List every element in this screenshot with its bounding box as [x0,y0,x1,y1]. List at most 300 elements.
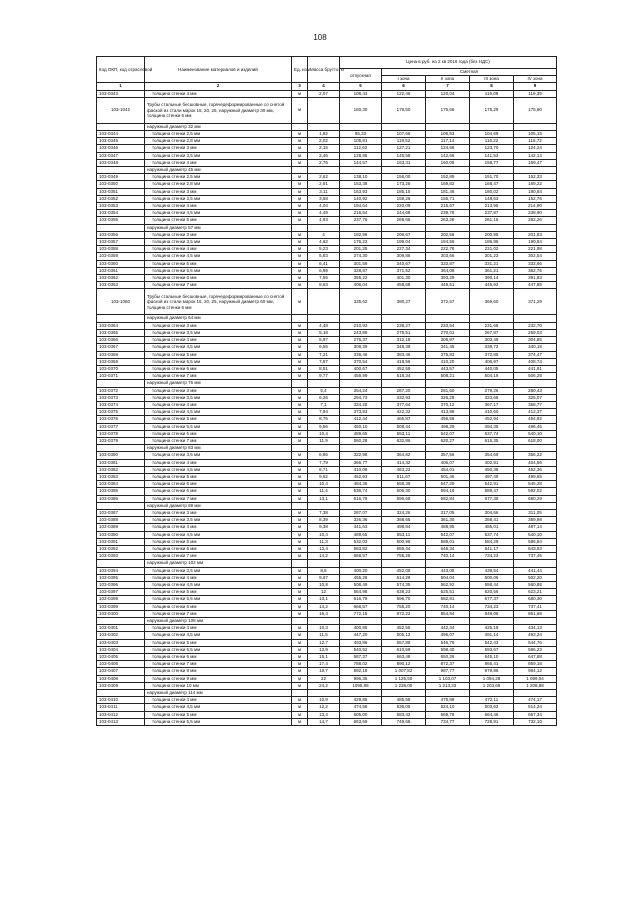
zone-3-price-cell: 645,10 [470,654,514,661]
table-row [97,401,557,408]
zone-4-price-cell: 119,39 [514,90,557,97]
zone-1-price-cell: 377,64 [382,401,426,408]
release-price-cell [340,167,382,174]
zone-4-price-cell: 325,07 [514,394,557,401]
zone-4-price-cell: 105,15 [514,131,557,138]
mass-cell: 12 [308,589,340,596]
mass-cell: 2,46 [308,152,340,159]
zone-4-price-cell: 643,93 [514,545,557,552]
zone-2-price-cell [426,224,470,231]
zone-3-price-cell: 503,62 [470,704,514,711]
zone-4-price-cell: 447,85 [514,282,557,289]
zone-2-price-cell: 620,27 [426,437,470,444]
table-row [97,718,557,725]
zone-3-price-cell: 372,85 [470,351,514,358]
release-price-cell: 308,39 [340,344,382,351]
unit-cell: м [292,322,308,329]
zone-2-price-cell: 443,08 [426,567,470,574]
zone-2-price-cell: 341,45 [426,344,470,351]
unit-cell: м [292,632,308,639]
table-row [97,267,557,274]
header-name: Наименование материалов и изделий [145,57,292,83]
unit-cell: м [292,344,308,351]
release-price-cell: 406,04 [340,282,382,289]
zone-1-price-cell: 632,86 [382,437,426,444]
unit-cell: м [292,188,308,195]
zone-3-price-cell: 361,21 [470,267,514,274]
release-price-cell: 201,25 [340,246,382,253]
unit-cell: м [292,473,308,480]
zone-3-price-cell: 304,66 [470,509,514,516]
zone-1-price-cell: 340,67 [382,260,426,267]
zone-4-price-cell: 454,92 [514,416,557,423]
okp-code-cell: 103-0389 [97,524,145,531]
zone-2-price-cell: 1 213,33 [426,682,470,689]
table-row [97,97,557,123]
table-row [97,210,557,217]
unit-cell: м [292,452,308,459]
okp-code-cell: 103-0399 [97,603,145,610]
zone-1-price-cell: 145,58 [382,152,426,159]
unit-cell: м [292,373,308,380]
zone-2-price-cell: 443,57 [426,365,470,372]
zone-3-price-cell [470,380,514,387]
column-number: 2 [145,83,292,90]
unit-cell [292,380,308,387]
mass-cell: 14,2 [308,603,340,610]
zone-4-price-cell: 737,41 [514,603,557,610]
material-name-cell: толщина стенки 4 мм [145,697,292,704]
zone-4-price-cell: 404,56 [514,459,557,466]
zone-1-price-cell: 890,12 [382,661,426,668]
zone-1-price-cell: 514,28 [382,574,426,581]
zone-1-price-cell: 159,26 [382,195,426,202]
zone-3-price-cell: 231,68 [470,322,514,329]
zone-2-price-cell: 263,28 [426,217,470,224]
unit-cell: м [292,675,308,682]
zone-1-price-cell [382,224,426,231]
zone-1-price-cell [382,445,426,452]
zone-2-price-cell: 120,04 [426,90,470,97]
zone-4-price-cell: 356,22 [514,452,557,459]
material-name-cell: толщина стенки 5 мм [145,473,292,480]
zone-4-price-cell: 984,12 [514,668,557,675]
zone-4-price-cell [514,123,557,130]
table-row [97,90,557,97]
mass-cell: 6,86 [308,452,340,459]
table-row [97,610,557,617]
zone-4-price-cell: 169,22 [514,181,557,188]
mass-cell [308,445,340,452]
zone-3-price-cell: 303,49 [470,337,514,344]
release-price-cell: 489,65 [340,531,382,538]
zone-4-price-cell [514,224,557,231]
unit-cell: м [292,488,308,495]
zone-3-price-cell: 472,11 [470,697,514,704]
okp-code-cell: 103-0353 [97,203,145,210]
mass-cell: 8,76 [308,416,340,423]
material-name-cell: толщина стенки 4,5 мм [145,531,292,538]
unit-cell: м [292,625,308,632]
okp-code-cell: 103-0369 [97,358,145,365]
material-name-cell: толщина стенки 6 мм [145,365,292,372]
zone-2-price-cell: 456,58 [426,416,470,423]
zone-3-price-cell [470,690,514,697]
okp-code-cell: 103-0382 [97,466,145,473]
mass-cell: 6,41 [308,260,340,267]
table-row [97,553,557,560]
release-price-cell: 108,43 [340,90,382,97]
group-label-cell: наружный диаметр 83 мм [145,445,292,452]
group-label-cell: наружный диаметр 108 мм [145,618,292,625]
mass-cell: 9,62 [308,473,340,480]
material-name-cell: толщина стенки 5 мм [145,589,292,596]
material-name-cell: толщина стенки 3,5 мм [145,329,292,336]
release-price-cell: 540,52 [340,646,382,653]
zone-1-price-cell [382,380,426,387]
zone-1-price-cell: 122,46 [382,90,426,97]
zone-3-price-cell: 180,02 [470,188,514,195]
okp-code-cell: 103-0406 [97,661,145,668]
release-price-cell: 788,02 [340,661,382,668]
mass-cell: 2,07 [308,90,340,97]
unit-cell: м [292,203,308,210]
material-name-cell: толщина стенки 4,5 мм [145,253,292,260]
material-name-cell: толщина стенки 4,5 мм [145,632,292,639]
table-row [97,131,557,138]
okp-code-cell: 103-0361 [97,267,145,274]
release-price-cell: 400,20 [340,567,382,574]
okp-code-cell: 103-0343 [97,90,145,97]
table-row [97,661,557,668]
okp-code-cell: 103-0368 [97,351,145,358]
zone-4-price-cell: 262,26 [514,217,557,224]
column-number: 1 [97,83,145,90]
unit-cell: м [292,423,308,430]
group-header-row [97,502,557,509]
release-price-cell: 493,86 [340,639,382,646]
zone-1-price-cell: 452,55 [382,625,426,632]
unit-cell [292,618,308,625]
material-name-cell: толщина стенки 10 мм [145,682,292,689]
mass-cell: 12,7 [308,639,340,646]
zone-2-price-cell: 375,83 [426,351,470,358]
zone-1-price-cell: 1 007,82 [382,668,426,675]
unit-cell [292,224,308,231]
okp-code-cell: 103-0351 [97,188,145,195]
zone-1-price-cell: 380,27 [382,289,426,315]
mass-cell: 10,9 [308,697,340,704]
material-name-cell: толщина стенки 3,5 мм [145,452,292,459]
zone-1-price-cell: 558,39 [382,481,426,488]
header-zone-3: III зона [470,76,514,83]
zone-3-price-cell: 664,46 [470,711,514,718]
okp-code-cell: 103-0352 [97,195,145,202]
okp-code-cell: 103-0380 [97,452,145,459]
unit-cell: м [292,217,308,224]
okp-code-cell: 103-0405 [97,654,145,661]
zone-3-price-cell: 425,19 [470,625,514,632]
okp-code-cell: 103-0367 [97,344,145,351]
zone-3-price-cell: 445,93 [470,282,514,289]
zone-4-price-cell: 362,76 [514,267,557,274]
zone-1-price-cell: 127,21 [382,145,426,152]
unit-cell: м [292,509,308,516]
okp-code-cell: 103-0381 [97,459,145,466]
table-row [97,282,557,289]
release-price-cell: 334,28 [340,401,382,408]
group-header-row [97,618,557,625]
table-row [97,159,557,166]
zone-2-price-cell: 454,01 [426,466,470,473]
zone-2-price-cell: 669,78 [426,711,470,718]
release-price-cell: 412,44 [340,416,382,423]
unit-cell: м [292,131,308,138]
zone-3-price-cell: 494,35 [470,423,514,430]
zone-3-price-cell: 141,53 [470,152,514,159]
zone-3-price-cell: 497,49 [470,473,514,480]
column-number: 8 [470,83,514,90]
zone-2-price-cell: 495,07 [426,632,470,639]
zone-1-price-cell: 452,59 [382,365,426,372]
material-name-cell: толщина стенки 5,5 мм [145,267,292,274]
unit-cell: м [292,246,308,253]
group-label-cell: наружный диаметр 32 мм [145,123,292,130]
group-label-cell: наружный диаметр 64 мм [145,315,292,322]
zone-2-price-cell: 364,08 [426,267,470,274]
unit-cell: м [292,538,308,545]
material-name-cell: толщина стенки 2,8 мм [145,181,292,188]
release-price-cell: 564,98 [340,589,382,596]
okp-code-cell: 103-0401 [97,625,145,632]
table-row [97,495,557,502]
mass-cell: 9,77 [308,373,340,380]
zone-1-price-cell: 505,12 [382,632,426,639]
zone-2-price-cell: 740,14 [426,553,470,560]
group-label-cell: наружный диаметр 76 мм [145,380,292,387]
okp-code-cell [97,560,145,567]
mass-cell: 7,1 [308,401,340,408]
zone-4-price-cell: 540,10 [514,430,557,437]
unit-cell: м [292,704,308,711]
zone-2-price-cell: 281,50 [426,387,470,394]
okp-code-cell: 103-0394 [97,567,145,574]
table-row [97,138,557,145]
release-price-cell: 274,30 [340,253,382,260]
header-mass: Масса брутто, кг [308,57,340,83]
zone-2-price-cell: 357,56 [426,452,470,459]
okp-code-cell: 103-0344 [97,131,145,138]
zone-2-price-cell: 370,12 [426,401,470,408]
mass-cell: 13,1 [308,596,340,603]
release-price-cell: 182,96 [340,231,382,238]
table-row [97,329,557,336]
material-name-cell: толщина стенки 2,5 мм [145,131,292,138]
material-name-cell: толщина стенки 4 мм [145,401,292,408]
table-row [97,322,557,329]
zone-1-price-cell: 220,09 [382,203,426,210]
mass-cell [308,167,340,174]
okp-code-cell: 103-0358 [97,246,145,253]
zone-3-price-cell: 116,22 [470,138,514,145]
zone-3-price-cell: 354,69 [470,452,514,459]
mass-cell: 7,21 [308,351,340,358]
group-label-cell: наружный диаметр 45 мм [145,167,292,174]
mass-cell: 8,39 [308,517,340,524]
release-price-cell [340,618,382,625]
zone-3-price-cell: 279,26 [470,387,514,394]
okp-code-cell: 103-0391 [97,538,145,545]
release-price-cell: 287,07 [340,509,382,516]
okp-code-cell [97,315,145,322]
table-row [97,603,557,610]
table-row [97,646,557,653]
mass-cell [308,315,340,322]
zone-3-price-cell: 367,17 [470,401,514,408]
okp-code-cell: 103-0345 [97,138,145,145]
column-number: 5 [340,83,382,90]
table-row [97,538,557,545]
mass-cell [308,560,340,567]
table-row [97,195,557,202]
release-price-cell: 450,10 [340,423,382,430]
material-name-cell: толщина стенки 4 мм [145,524,292,531]
release-price-cell [340,315,382,322]
zone-1-price-cell: 414,32 [382,459,426,466]
release-price-cell [340,123,382,130]
zone-2-price-cell: 562,92 [426,582,470,589]
zone-2-price-cell: 854,84 [426,610,470,617]
mass-cell: 4,04 [308,203,340,210]
zone-4-price-cell: 1 208,88 [514,682,557,689]
zone-2-price-cell: 987,77 [426,668,470,675]
release-price-cell: 536,74 [340,488,382,495]
table-row [97,152,557,159]
release-price-cell: 95,33 [340,131,382,138]
zone-2-price-cell: 589,01 [426,538,470,545]
table-row [97,394,557,401]
unit-cell: м [292,401,308,408]
material-name-cell: толщина стенки 5,5 мм [145,423,292,430]
zone-1-price-cell: 574,35 [382,582,426,589]
zone-2-price-cell: 546,76 [426,639,470,646]
zone-2-price-cell: 361,30 [426,517,470,524]
unit-cell: м [292,275,308,282]
zone-4-price-cell: 680,29 [514,495,557,502]
release-price-cell: 153,38 [340,181,382,188]
zone-1-price-cell: 511,67 [382,473,426,480]
zone-1-price-cell: 312,18 [382,337,426,344]
unit-cell: м [292,195,308,202]
okp-code-cell: 103-0376 [97,416,145,423]
okp-code-cell: 103-0355 [97,217,145,224]
zone-2-price-cell [426,167,470,174]
mass-cell [308,618,340,625]
zone-3-price-cell: 104,69 [470,131,514,138]
zone-1-price-cell: 418,56 [382,358,426,365]
unit-cell: м [292,253,308,260]
unit-cell: м [292,210,308,217]
okp-code-cell: 103-0375 [97,409,145,416]
zone-4-price-cell: 304,85 [514,337,557,344]
zone-4-price-cell: 623,21 [514,589,557,596]
table-row [97,289,557,315]
zone-1-price-cell: 600,96 [382,538,426,545]
table-row [97,253,557,260]
zone-2-price-cell: 508,21 [426,373,470,380]
zone-1-price-cell: 458,68 [382,282,426,289]
okp-code-cell: 103-0349 [97,174,145,181]
header-price-group: Цена в руб. на 2 кв 2016 года (без НДС) [340,57,557,69]
material-name-cell: толщина стенки 6 мм [145,275,292,282]
material-name-cell: толщина стенки 5 мм [145,639,292,646]
unit-cell: м [292,409,308,416]
mass-cell: 4,48 [308,322,340,329]
zone-4-price-cell: 647,88 [514,654,557,661]
material-name-cell: толщина стенки 7 мм [145,437,292,444]
okp-code-cell: 103-0364 [97,322,145,329]
unit-cell: м [292,416,308,423]
release-price-cell: 459,99 [340,373,382,380]
zone-4-price-cell: 434,13 [514,625,557,632]
unit-cell: м [292,282,308,289]
zone-4-price-cell [514,380,557,387]
zone-4-price-cell: 737,45 [514,553,557,560]
unit-cell: м [292,466,308,473]
zone-2-price-cell: 215,67 [426,203,470,210]
zone-4-price-cell [514,618,557,625]
zone-1-price-cell: 606,30 [382,488,426,495]
mass-cell: 6,99 [308,267,340,274]
zone-1-price-cell: 518,34 [382,373,426,380]
release-price-cell: 138,10 [340,174,382,181]
okp-code-cell [97,690,145,697]
zone-4-price-cell: 452,36 [514,466,557,473]
zone-4-price-cell: 232,70 [514,322,557,329]
okp-code-cell: 103-1042 [97,97,145,123]
zone-1-price-cell: 755,26 [382,553,426,560]
release-price-cell [340,502,382,509]
okp-code-cell: 103-0347 [97,152,145,159]
table-row [97,668,557,675]
zone-4-price-cell: 502,20 [514,574,557,581]
release-price-cell: 447,20 [340,632,382,639]
table-row [97,459,557,466]
table-row [97,639,557,646]
unit-cell [292,502,308,509]
header-zone-4: IV зона [514,76,557,83]
zone-4-price-cell: 474,17 [514,697,557,704]
release-price-cell: 276,37 [340,337,382,344]
zone-4-price-cell: 493,24 [514,632,557,639]
mass-cell: 6,55 [308,344,340,351]
zone-3-price-cell: 537,74 [470,531,514,538]
zone-1-price-cell: 179,50 [382,97,426,123]
unit-cell: м [292,239,308,246]
table-row [97,275,557,282]
release-price-cell: 455,28 [340,574,382,581]
mass-cell: 2,15 [308,145,340,152]
zone-2-price-cell: 501,46 [426,473,470,480]
zone-4-price-cell: 116,72 [514,138,557,145]
release-price-cell [340,560,382,567]
mass-cell: 5,18 [308,329,340,336]
zone-2-price-cell: 160,05 [426,159,470,166]
unit-cell: м [292,365,308,372]
material-name-cell: толщина стенки 7 мм [145,610,292,617]
zone-3-price-cell: 542,43 [470,639,514,646]
zone-3-price-cell: 500,06 [470,574,514,581]
